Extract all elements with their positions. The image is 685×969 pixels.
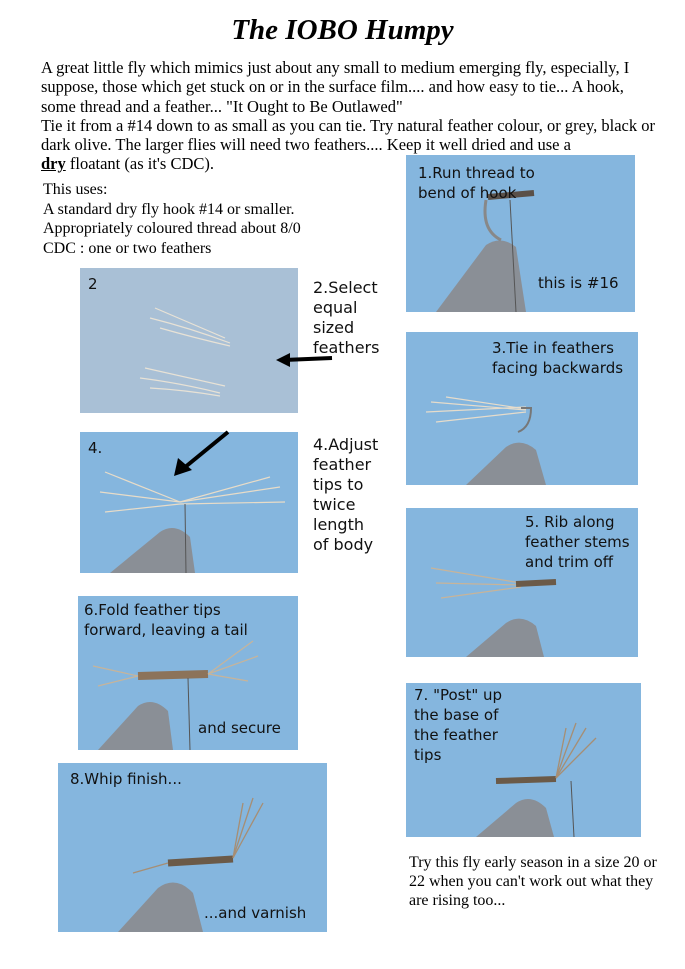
material-item: Appropriately coloured thread about 8/0: [43, 220, 301, 237]
step-1-label: 1.Run thread to: [418, 164, 535, 182]
step-7-photo: [406, 683, 641, 837]
step-7-label: the base of: [414, 706, 499, 724]
step-2-instructions: [313, 278, 379, 358]
step-3-label: facing backwards: [492, 359, 624, 377]
step-8-label: 8.Whip finish...: [70, 770, 182, 788]
arrow-left-icon: [274, 350, 334, 370]
step-8-photo: [58, 763, 327, 932]
materials-list: [43, 180, 301, 258]
material-item: A standard dry fly hook #14 or smaller.: [43, 200, 295, 218]
page-title: The IOBO Humpy: [231, 14, 454, 46]
materials-heading: This uses:: [43, 181, 108, 198]
step-7-label: tips: [414, 746, 442, 764]
step-8-note: ...and varnish: [204, 904, 307, 922]
instruction-line: length: [313, 515, 364, 534]
step-4-label: 4.: [88, 439, 103, 457]
step-2-label: 2: [88, 275, 98, 293]
step-1-note: this is #16: [538, 274, 619, 292]
instruction-line: equal: [313, 298, 358, 317]
material-item: CDC : one or two feathers: [43, 239, 212, 257]
step-4-instructions: [313, 435, 378, 555]
feathers-illustration: [80, 268, 298, 413]
step-6-label: forward, leaving a tail: [84, 621, 248, 639]
step-2-photo: [80, 268, 298, 413]
instruction-line: of body: [313, 535, 374, 554]
step-7-label: 7. "Post" up: [414, 686, 503, 704]
instruction-line: feather: [313, 455, 372, 474]
intro-paragraph-1: A great little fly which mimics just about any small to medium emerging fly, especially, I suppose, those which get stuck on or in the surface film.... and how easy to tie... A hook, some thread and a feather... "It Ought to Be Outlawed": [41, 58, 630, 116]
step-7-label: the feather: [414, 726, 498, 744]
step-3-label: 3.Tie in feathers: [492, 339, 614, 357]
instruction-line: twice: [313, 495, 356, 514]
instruction-line: tips to: [313, 475, 364, 494]
step-6-label: 6.Fold feather tips: [84, 601, 221, 619]
instruction-line: 2.Select: [313, 278, 378, 297]
step-6-photo: [78, 596, 298, 750]
instruction-line: sized: [313, 318, 355, 337]
step-3-photo: [406, 332, 638, 485]
dry-emphasis: dry: [41, 154, 66, 174]
instruction-line: 4.Adjust: [313, 435, 379, 454]
instruction-line: feathers: [313, 338, 380, 357]
step-5-label: 5. Rib along: [525, 513, 615, 531]
step-5-label: and trim off: [525, 553, 614, 571]
intro-text-end: floatant (as it's CDC).: [65, 154, 214, 174]
step-5-label: feather stems: [525, 533, 630, 551]
footer-tip: Try this fly early season in a size 20 or 22 when you can't work out what they are rising too...: [409, 854, 657, 909]
step-1-photo: [406, 155, 635, 312]
intro-text: Tie it from a #14 down to as small as you can tie. Try natural feather colour, or grey, black or dark olive. The larger flies will need two feathers.... Keep it well dried and use a: [41, 115, 655, 155]
step-5-photo: [406, 508, 638, 657]
arrow-down-left-icon: [170, 428, 230, 478]
step-6-note: and secure: [198, 719, 281, 737]
step-1-label: bend of hook: [418, 184, 517, 202]
